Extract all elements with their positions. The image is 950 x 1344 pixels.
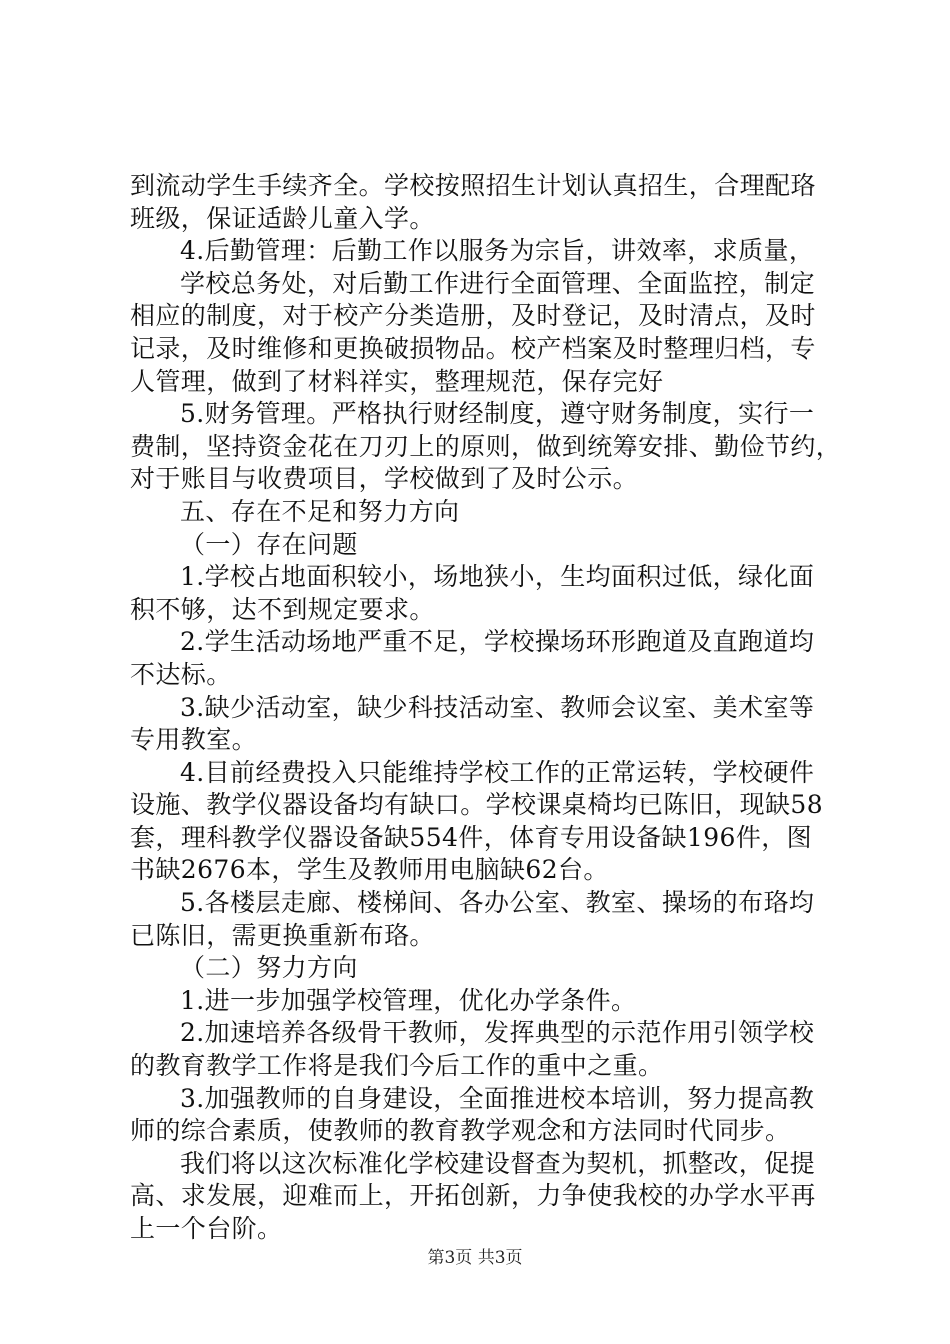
section-heading: 五、存在不足和努力方向 (180, 496, 460, 526)
text-line: 人管理，做到了材料祥实，整理规范，保存完好 (130, 366, 664, 396)
text-line: 3.加强教师的自身建设，全面推进校本培训，努力提高教 (180, 1083, 815, 1113)
page-number-footer: 第3页 共3页 (427, 1248, 523, 1268)
text-line: 记录，及时维修和更换破损物品。校产档案及时整理归档，专 (130, 333, 816, 363)
text-line: 5.各楼层走廊、楼梯间、各办公室、教室、操场的布珞均 (180, 888, 815, 918)
text-line: 费制，坚持资金花在刀刃上的原则，做到统筹安排、勤俭节约， (130, 431, 842, 461)
text-line: 班级，保证适龄儿童入学。 (130, 203, 435, 233)
text-line: 高、求发展，迎难而上，开拓创新，力争使我校的办学水平再 (130, 1181, 816, 1211)
text-line: 我们将以这次标准化学校建设督查为契机，抓整改，促提 (180, 1148, 816, 1178)
body-text (130, 170, 842, 1246)
text-line: 5.财务管理。严格执行财经制度，遵守财务制度，实行一 (180, 399, 815, 429)
text-line: 的教育教学工作将是我们今后工作的重中之重。 (130, 1051, 664, 1081)
text-line: 3.缺少活动室，缺少科技活动室、教师会议室、美术室等 (180, 692, 815, 722)
text-line: 专用教室。 (130, 725, 258, 755)
text-line: 套，理科教学仪器设备缺554件，体育专用设备缺196件，图 (130, 822, 813, 852)
subsection-heading: （一）存在问题 (180, 529, 358, 559)
text-line: 设施、教学仪器设备均有缺口。学校课桌椅均已陈旧，现缺58 (130, 790, 824, 820)
text-line: 1.进一步加强学校管理，优化办学条件。 (180, 985, 637, 1015)
text-line: 4.目前经费投入只能维持学校工作的正常运转，学校硬件 (180, 757, 815, 787)
text-line: 相应的制度，对于校产分类造册，及时登记，及时清点，及时 (130, 301, 816, 331)
text-line: 不达标。 (130, 659, 232, 689)
text-line: 积不够，达不到规定要求。 (130, 594, 435, 624)
subsection-heading: （二）努力方向 (180, 953, 358, 983)
text-line: 到流动学生手续齐全。学校按照招生计划认真招生，合理配珞 (130, 171, 816, 200)
text-line: 2.加速培养各级骨干教师，发挥典型的示范作用引领学校 (180, 1018, 815, 1048)
text-line: 2.学生活动场地严重不足，学校操场环形跑道及直跑道均 (180, 627, 815, 657)
text-line: 4.后勤管理：后勤工作以服务为宗旨，讲效率，求质量， (180, 236, 815, 266)
text-line: 书缺2676本，学生及教师用电脑缺62台。 (130, 855, 609, 885)
text-line: 学校总务处，对后勤工作进行全面管理、全面监控，制定 (180, 268, 816, 298)
text-line: 已陈旧，需更换重新布珞。 (130, 920, 435, 950)
text-line: 1.学校占地面积较小，场地狭小，生均面积过低，绿化面 (180, 562, 815, 592)
text-line: 师的综合素质，使教师的教育教学观念和方法同时代同步。 (130, 1116, 791, 1146)
text-line: 上一个台阶。 (130, 1214, 283, 1243)
text-line: 对于账目与收费项目，学校做到了及时公示。 (130, 464, 639, 494)
